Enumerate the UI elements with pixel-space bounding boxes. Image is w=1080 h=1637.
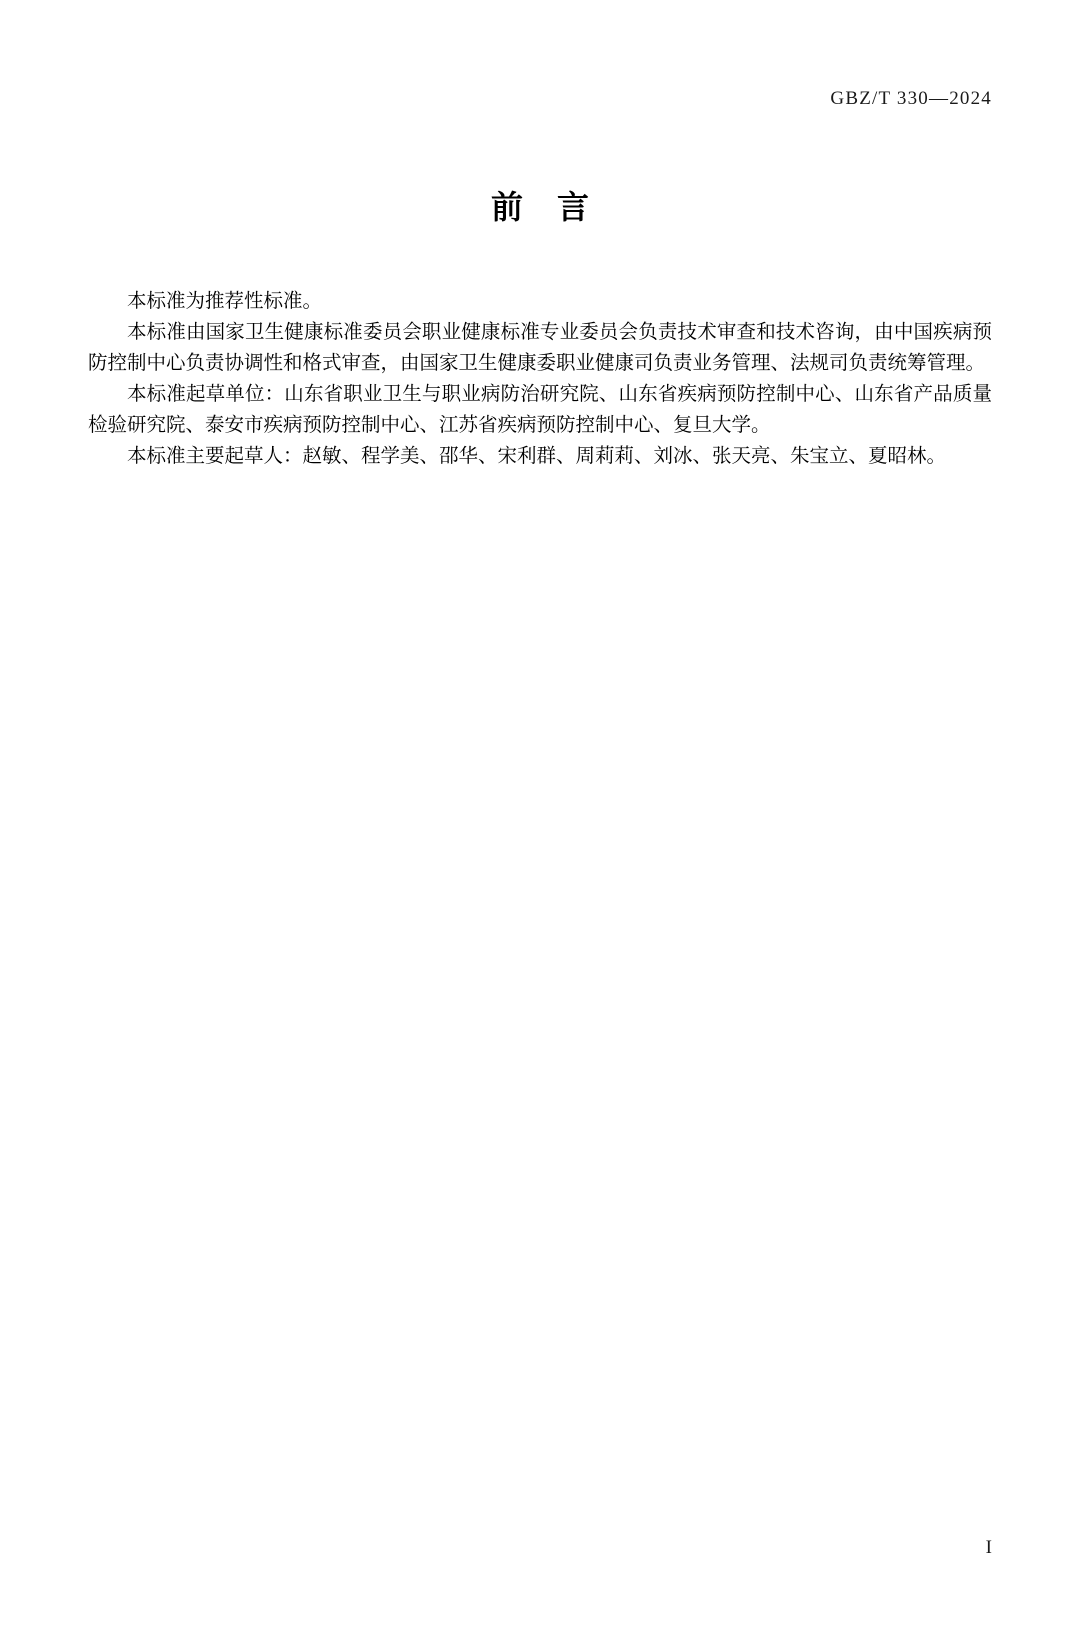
paragraph: 本标准由国家卫生健康标准委员会职业健康标准专业委员会负责技术审查和技术咨询，由中国疾病预防控制中心负责协调性和格式审查，由国家卫生健康委职业健康司负责业务管理、法规司负责统筹管理。 [88,320,992,374]
page-number: I [985,1537,992,1558]
paragraph: 本标准为推荐性标准。 [127,289,323,312]
paragraph: 本标准起草单位：山东省职业卫生与职业病防治研究院、山东省疾病预防控制中心、山东省产品质量检验研究院、泰安市疾病预防控制中心、江苏省疾病预防控制中心、复旦大学。 [88,382,992,436]
foreword-body [88,285,992,471]
page-title: 前言 [490,188,623,226]
paragraph: 本标准主要起草人：赵敏、程学美、邵华、宋利群、周莉莉、刘冰、张天亮、朱宝立、夏昭林。 [127,444,947,467]
page-header-standard-code: GBZ/T 330—2024 [830,88,992,109]
